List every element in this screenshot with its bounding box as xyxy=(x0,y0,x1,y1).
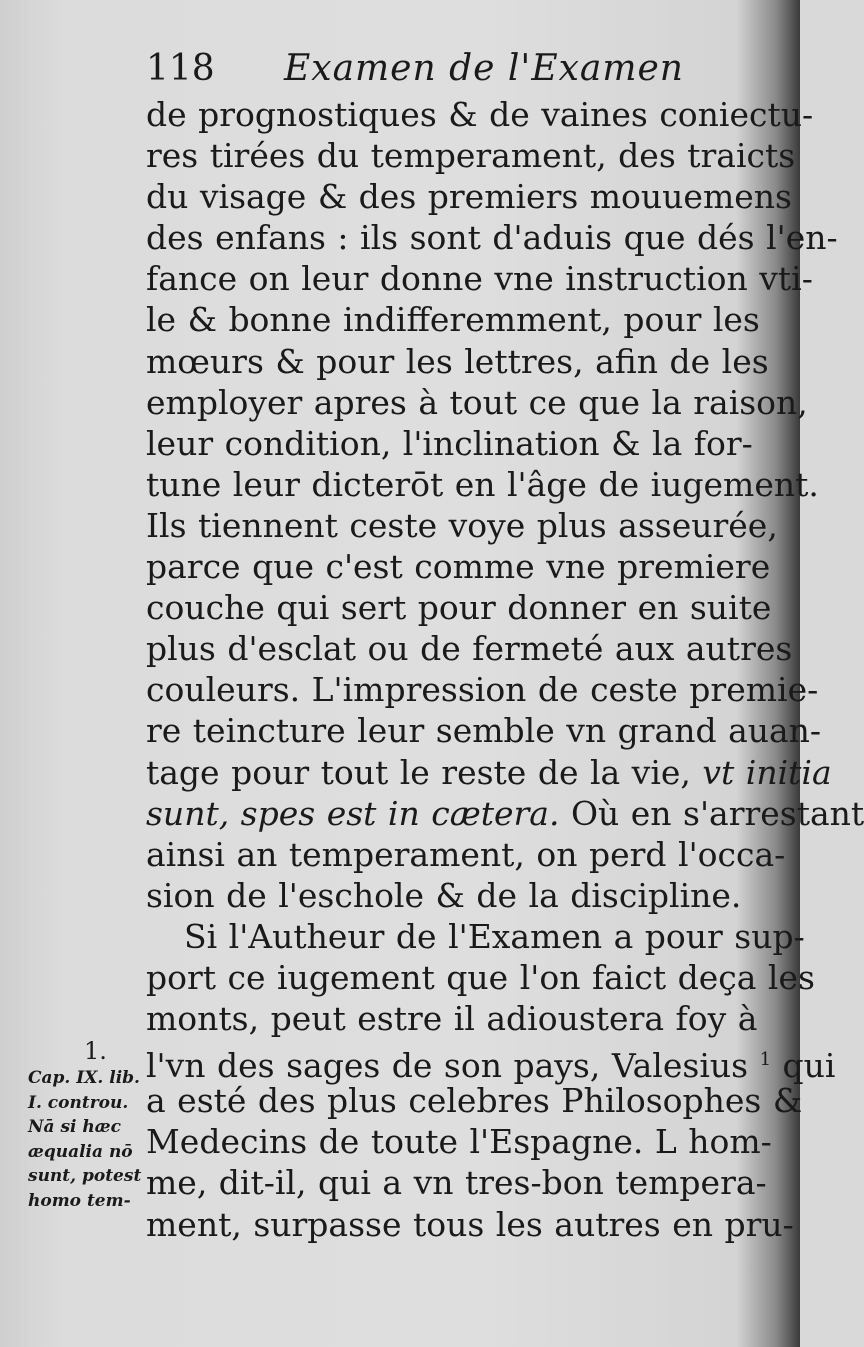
text-line: plus d'esclat ou de fermeté aux autres xyxy=(146,629,793,669)
text-line: employer apres à tout ce que la raison, xyxy=(146,382,808,422)
text-line: ainsi an temperament, on perd l'occa- xyxy=(146,834,786,874)
text-line: le & bonne indifferemment, pour les xyxy=(146,300,760,340)
text-line: couleurs. L'impression de ceste premie- xyxy=(146,670,819,710)
text-line: Ils tiennent ceste voye plus asseurée, xyxy=(146,505,778,545)
latin-quote: vt initia xyxy=(702,752,832,792)
marginal-line: Cap. IX. lib. xyxy=(28,1068,140,1088)
text-line xyxy=(146,793,864,834)
body-text xyxy=(146,94,864,1245)
marginal-line: I. controu. xyxy=(28,1092,129,1113)
text-fragment: tage pour tout le reste de la vie, xyxy=(146,752,691,792)
text-line: fance on leur donne vne instruction vti- xyxy=(146,259,813,299)
text-line: port ce iugement que l'on faict deça les xyxy=(146,957,815,997)
text-fragment: Où en s'arrestant xyxy=(570,793,864,833)
text-line: tune leur dicterōt en l'âge de iugement. xyxy=(146,464,819,504)
text-line: de prognostiques & de vaines coniectu- xyxy=(146,95,814,134)
text-fragment: l'vn des sages de son pays, Valesius xyxy=(146,1046,749,1086)
text-line: Si l'Autheur de l'Examen a pour sup- xyxy=(184,916,805,956)
text-fragment: qui xyxy=(782,1046,836,1086)
page-number: 118 xyxy=(146,48,215,89)
text-line: re teincture leur semble vn grand auan- xyxy=(146,711,822,751)
text-line: res tirées du temperament, des traicts xyxy=(146,136,796,176)
text-line: me, dit-il, qui a vn tres-bon tempera- xyxy=(146,1163,767,1203)
running-head: Examen de l'Examen xyxy=(284,48,684,89)
text-line: mœurs & pour les lettres, afin de les xyxy=(146,341,769,381)
text-line xyxy=(146,752,832,793)
marginal-line: æqualia nō xyxy=(28,1141,133,1162)
marginal-note-marker: 1. xyxy=(84,1037,107,1065)
footnote-reference: 1 xyxy=(759,1049,772,1071)
text-line: couche qui sert pour donner en suite xyxy=(146,588,772,628)
text-line: leur condition, l'inclination & la for- xyxy=(146,423,753,463)
text-line: parce que c'est comme vne premiere xyxy=(146,547,771,587)
text-line: ment, surpasse tous les autres en pru- xyxy=(146,1204,794,1244)
text-line: Medecins de toute l'Espagne. L hom- xyxy=(146,1122,772,1162)
text-line: des enfans : ils sont d'aduis que dés l'en- xyxy=(146,218,838,258)
marginal-line: Nā si hæc xyxy=(28,1117,121,1137)
page-header xyxy=(146,44,746,94)
latin-quote: sunt, spes est in cætera. xyxy=(146,793,560,833)
text-line: monts, peut estre il adioustera foy à xyxy=(146,999,758,1039)
marginal-note xyxy=(28,1066,150,1213)
text-line: sion de l'eschole & de la discipline. xyxy=(146,875,742,915)
marginal-line: homo tem- xyxy=(28,1190,131,1211)
text-line: du visage & des premiers mouuemens xyxy=(146,177,792,217)
text-line xyxy=(146,1039,836,1086)
text-line: a esté des plus celebres Philosophes & xyxy=(146,1081,803,1121)
marginal-line: sunt, potest xyxy=(28,1166,142,1186)
